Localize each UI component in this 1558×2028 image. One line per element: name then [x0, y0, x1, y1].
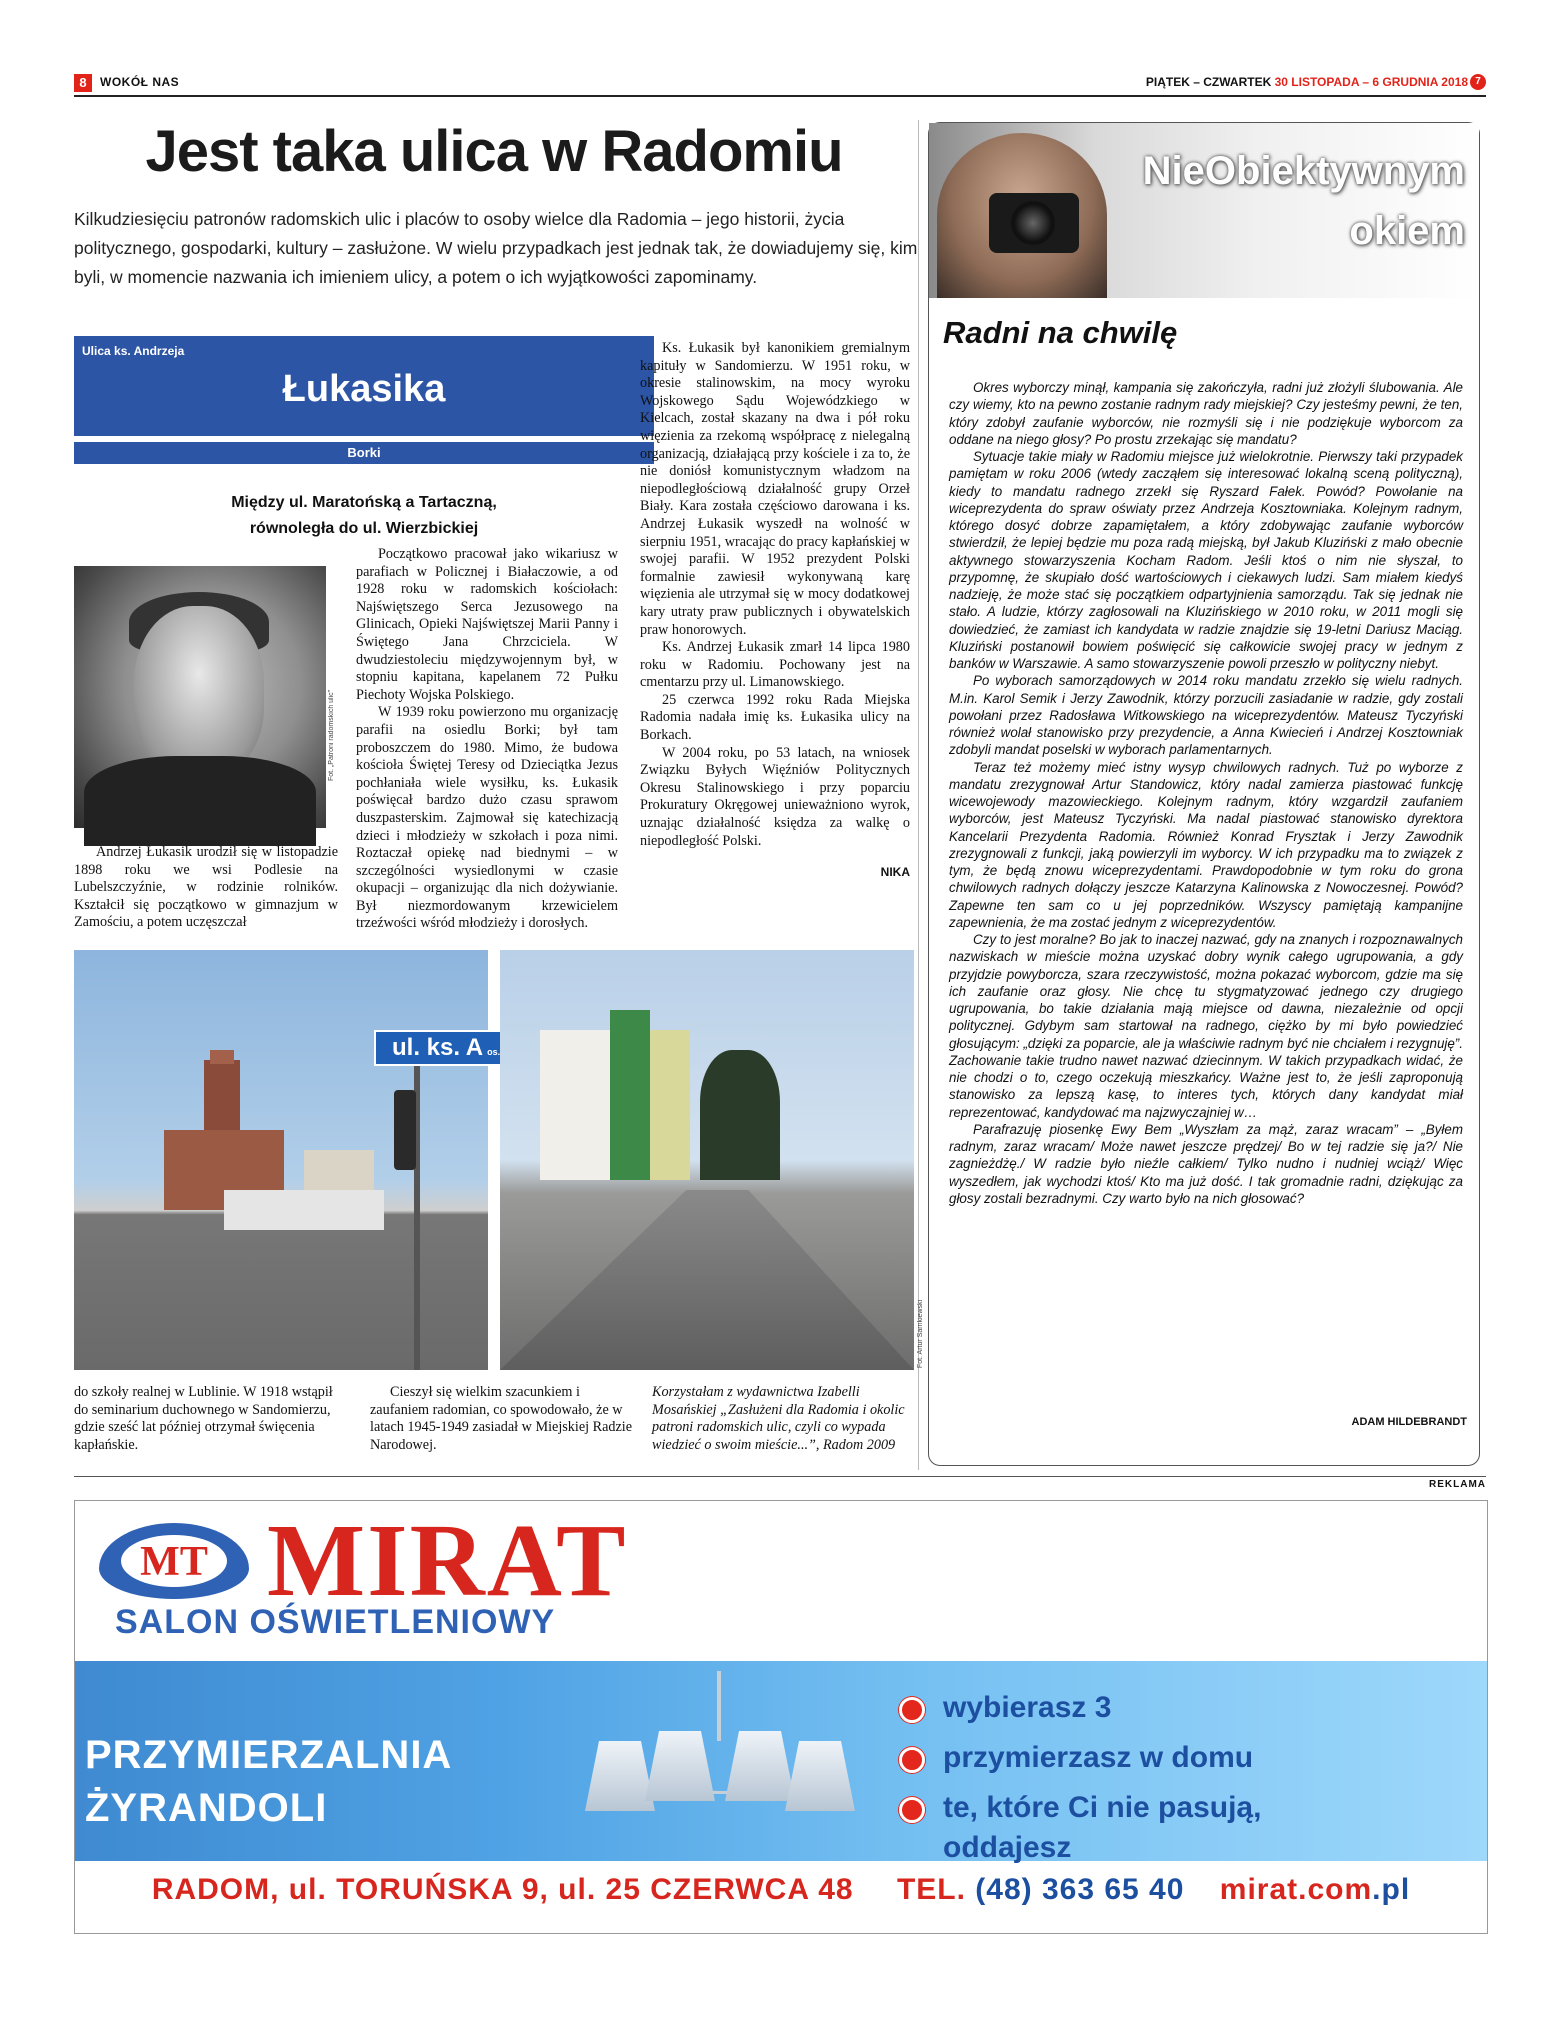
page-number: 8 [74, 74, 92, 92]
section-name: WOKÓŁ NAS [100, 75, 180, 89]
street-location-line1: Między ul. Maratońską a Tartaczną, [231, 494, 497, 511]
ad-label: REKLAMA [1429, 1479, 1486, 1490]
street-sign-in-photo-text: ul. ks. A [392, 1034, 484, 1061]
column-divider [918, 120, 919, 1470]
ad-bullet-continued: oddajesz [943, 1831, 1072, 1864]
ad-address-ul: ul. [558, 1873, 606, 1906]
street-location [74, 490, 654, 542]
ad-address-street1: TORUŃSKA 9, [336, 1873, 559, 1906]
ad-bullet [943, 1741, 1253, 1775]
portrait-photo-credit: Fot. „Patroni radomskich ulic” [328, 690, 335, 782]
article-paragraph: 25 czerwca 1992 roku Rada Miejska Radomia nadała imię ks. Łukasika ulicy na Borkach. [640, 691, 910, 744]
ad-address-street2: 25 CZERWCA 48 [605, 1873, 854, 1906]
ad-address-city: RADOM, ul. [151, 1873, 337, 1906]
article-paragraph: Ks. Andrzej Łukasik zmarł 14 lipca 1980 roku w Radomiu. Pochowany jest na cmentarzu przy ul. Limanowskiego. [640, 639, 910, 691]
article-paragraph: W 2004 roku, po 53 latach, na wniosek Związku Byłych Więźniów Politycznych Okresu Stalinowskiego i przy poparciu Prokuratury Okręgowej unieważniono wyrok, uznając działalność księdza za walkę o niepodległość Polski. [640, 744, 910, 849]
ad-bullet [943, 1791, 1261, 1825]
ad-brand-subtitle: SALON OŚWIETLENIOWY [115, 1603, 556, 1641]
street-photo-credit: Fot. Artur Sarnkiewski [917, 1300, 924, 1369]
article-paragraph: Ks. Łukasik był kanonikiem gremialnym kapituły w Sandomierzu. W 1951 roku, w okresie stalinowskim, na mocy wyroku Wojskowego Sądu Wojewódzkiego w Kielcach, został skazany na dwa i pół roku więzienia za rzekomą współpracę z nielegalną organizacją, działającą przy kościele i za to, że nie doniósł komunistycznym władzom na niepodległościową działalność grupy Orzeł Biały. Kara została częściowo darowana i ks. Andrzej Łukasik wyszedł na wolność w sierpniu 1951, wracając do pracy kapłańskiej w swojej parafii. W 1952 prezydent Polski formalnie zawiesił wykonywaną karę więzienia ale utrzymał się w mocy dodatkowej kary utraty praw publicznych i obywatelskich praw honorowych. [640, 340, 910, 638]
column-body [949, 379, 1463, 1207]
chandelier-icon [585, 1671, 855, 1861]
ad-website: mirat.com [1219, 1873, 1373, 1906]
ad-bullet [943, 1691, 1111, 1725]
bullet-dot-icon [899, 1697, 925, 1723]
header-rule [74, 95, 1486, 97]
street-sign-prefix: Ulica ks. Andrzeja [82, 344, 185, 358]
ad-tel-label: TEL. [896, 1873, 976, 1906]
column-title-line1: NieObiektywnym [1142, 149, 1465, 193]
camera-icon [1011, 201, 1055, 245]
ad-headline-line1: PRZYMIERZALNIA [85, 1733, 453, 1777]
column-paragraph: Parafrazuję piosenkę Ewy Bem „Wyszłam za mąż, zaraz wracam” – „Byłem radnym, zaraz wracam/ Może nawet jeszcze prędzej/ Bo w tej radzie się ja?/ Nie zagnieżdżę./ W radzie było nieźle całkiem/ Tylko nudno i nudniej wciąż/ Więc wyszedłem, jak wychodzi ktoś/ Kto ma już dość. I tak gromadnie radni, dziękując za głosy zostali bezradnymi. Czy warto było na nich głosować? [949, 1121, 1463, 1206]
article-title: Jest taka ulica w Radomiu [145, 119, 843, 184]
ad-bullet-text: przymierzasz w domu [943, 1741, 1254, 1774]
opinion-column [928, 122, 1480, 1466]
ad-bullet-text: te, które Ci nie pasują, [943, 1791, 1262, 1824]
article-bottom-col2: Cieszył się wielkim szacunkiem i zaufaniem radomian, co spowodowało, że w latach 1945-1949 zasiadał w Miejskiej Radzie Narodowej. [370, 1384, 632, 1453]
article-col2 [356, 546, 618, 933]
bullet-dot-icon [899, 1747, 925, 1773]
article-col1-bottom [74, 844, 338, 932]
column-title-line2: okiem [1349, 209, 1465, 253]
ad-tel-prefix: (48) [975, 1873, 1042, 1906]
article-author: NIKA [880, 865, 910, 880]
street-photo-empty-road [500, 950, 914, 1370]
article-paragraph: W 1939 roku powierzono mu organizację parafii na osiedlu Borki; był tam proboszczem do 1980. Mimo, że budowa kościoła Świętej Teresy od Dzieciątka Jezus pochłaniała wiele wysiłku, ks. Łukasik poświęcał bardzo dużo czasu sprawom duszpasterskim. Zajmował się katechizacją dzieci i młodzieży w szkołach i poza nimi. Roztaczał opiekę nad biednymi – w szczególności wysiedlonymi w czasie okupacji – organizując dla nich dożywianie. Był niezmordowanym krzewicielem trzeźwości wśród młodzieży i dorosłych. [356, 704, 618, 932]
article-source-note: Korzystałam z wydawnictwa Izabelli Mosańskiej „Zasłużeni dla Radomia i okolic patroni radomskich ulic, czyli co wypada wiedzieć o swoim mieście...”, Radom 2009 [652, 1384, 905, 1453]
column-paragraph: Sytuacje takie miały w Radomiu miejsce już wielokrotnie. Pierwszy taki przypadek pamiętam w roku 2006 (wtedy zacząłem się interesować lokalną sceną polityczną), kiedy to mandatu radnego zrzekł się Ryszard Fałek. Powód? Powołanie na wiceprezydenta do spraw oświaty przez Andrzeja Kosztowniaka. Kolejnym radnym, którego dosyć dobrze zapamiętałem, a który zdobywając zaufanie wyborców stwierdził, że lepiej będzie mu poza radą miejską, był Jakub Kluziński z mało obecnie aktywnego stowarzyszenia Kocham Radom. Jeśli ktoś o nim nie słyszał, to przypomnę, że skupiało dość wartościowych i ciekawych ludzi. Sam miałem kiedyś nadzieję, że może stać się początkiem odpartyjnienia samorządu. Tak się jednak nie stało. A ludzie, którzy zagłosowali na Kluzińskiego w 2010 roku, w 2011 mogli się dowiedzieć, że zamiast ich kandydata w radzie znajdzie się 19-letni Dariusz Maciąg. Kluziński postanowił bowiem poświęcić się całkowicie swojej pracy w jednym z banków w Warszawie. A samo stowarzyszenie powoli przeszło w polityczny niebyt. [949, 449, 1463, 671]
street-photo-church [74, 950, 501, 1370]
column-paragraph: Po wyborach samorządowych w 2014 roku mandatu zrzekło się wielu radnych. M.in. Karol Semik i Jerzy Zawodnik, którzy porzucili zasiadanie w radzie, gdy zostali powołani przez Radosława Witkowskiego na wiceprezydentów. Mateusz Tyczyński również wolał stanowisko przy prezydencie, a Anna Kwiecień i Andrzej Kosztowniak zdobyli mandat poselski w wyborach parlamentarnych. [949, 673, 1463, 758]
mirat-logo-text: MT [121, 1535, 227, 1587]
article-bottom-col1: do szkoły realnej w Lublinie. W 1918 wstąpił do seminarium duchownego w Sandomierzu, gdzie sześć lat później otrzymał święcenia kapłańskie. [74, 1384, 333, 1453]
issue-date-prefix: PIĄTEK – CZWARTEK [1145, 75, 1275, 89]
issue-date [1146, 75, 1468, 89]
ad-contact-line [75, 1873, 1487, 1907]
column-author: ADAM HILDEBRANDT [1351, 1416, 1467, 1428]
opinion-column-header [929, 123, 1479, 298]
article-paragraph: Początkowo pracował jako wikariusz w parafiach w Policznej i Białaczowie, a od 1928 roku w radomskich kościołach: Najświętszego Serca Jezusowego na Glinicach, Opieki Najświętszej Marii Panny i Świętego Jana Chrzciciela. W dwudziestoleciu międzywojennym był, w stopniu kapitana, kapelanem 72 Pułku Piechoty Wojska Polskiego. [356, 546, 618, 703]
bullet-dot-icon [899, 1797, 925, 1823]
article-paragraph: Andrzej Łukasik urodził się w listopadzie 1898 roku we wsi Podlesie na Lubelszczyźnie, w rodzinie rolników. Kształcił się początkowo w gimnazjum w Zamościu, a potem uczęszczał [74, 844, 338, 931]
ad-headline-line2: ŻYRANDOLI [85, 1786, 328, 1830]
street-sign-graphic [74, 334, 654, 468]
street-location-line2: równoległa do ul. Wierzbickiej [249, 520, 479, 537]
street-sign-district: Borki [74, 442, 654, 464]
column-headline: Radni na chwilę [943, 315, 1178, 350]
column-paragraph: Teraz też możemy mieć istny wysyp chwilowych radnych. Tuż po wyborze z mandatu zrezygnował Artur Standowicz, który nadal zamierza piastować funkcję wicewojewody mazowieckiego. Kolejnym radnym, który wzgardził zaufaniem wyborców, jest Mateusz Tyczyński. Ma nadal piastować stanowisko dyrektora Kancelarii Prezydenta Radomia. Również Konrad Frysztak i Jerzy Zawodnik zrezygnowali z funkcji, jaką powierzyli im wyborcy. W ich przypadku ma to związek z tym, że będą znowu wiceprezydentami. Prawdopodobnie w tym roku do grona chwilowych radnych dołączy jeszcze Katarzyna Kalinowska z Nowoczesnej. Powód? Zapewne ten sam co u jej poprzedników. Wszyscy pamiętają kampanijne zapewnienia, że ma zostać jednym z wiceprezydentów. [949, 759, 1463, 930]
ad-brand-name: MIRAT [267, 1503, 628, 1618]
article-col3 [640, 340, 910, 882]
column-paragraph: Czy to jest moralne? Bo jak to inaczej nazwać, gdy na znanych i rozpoznawalnych nazwiskach w mieście można uzyskać dobry wynik całego ugrupowania, a gdy przyjdzie powyborcza, szara rzeczywistość, można pokazać wyborcom, gdzie ma się ich zaufanie oraz głosy. Nie chcę tu stygmatyzować jednego czy drugiego ugrupowania, bo takie działania mają miejsce od dawna, niezależnie od opcji politycznej. Gdybym sam startował na radnego, ciężko by mi było powiedzieć głosującym: „dzięki za poparcie, ale ja właściwie radnym być nie chciałem i rezygnuję”. Zachowanie takie trudno nawet nazwać dziecinnym. W takich przypadkach widać, że nie chodzi o to, czego oczekują mieszkańcy. Ważne jest to, że jeśli zaproponują stanowisko za lepszą kasę, to interes tych, których dany kandydat miał reprezentować, kandydować ma najzwyczajniej w… [949, 932, 1463, 1120]
ad-tel-number: 363 65 40 [1041, 1873, 1185, 1906]
article-lead: Kilkudziesięciu patronów radomskich ulic i placów to osoby wielce dla Radomia – jego historii, życia politycznego, gospodarki, kultury – zasłużone. W wielu przypadkach jest jednak tak, że dowiadujemy się, kim byli, w momencie nazwania ich imieniem ulicy, a potem o ich wyjątkowości zapominamy. [74, 209, 918, 287]
ad-rule [74, 1476, 1486, 1477]
column-paragraph: Okres wyborczy minął, kampania się zakończyła, radni już złożyli ślubowania. Ale czy wiemy, kto na pewno zostanie radnym rady miejskiej? Czy jesteśmy pewni, że ten, który zdobył zaufanie wyborców, nie rozmyśli się i nie podziękuje wyborcom za oddane na niego głosy? Po prostu zrzekając się mandatu? [949, 380, 1463, 447]
portrait-photo [74, 566, 326, 828]
issue-date-range: 30 LISTOPADA – 6 GRUDNIA 2018 [1274, 75, 1468, 89]
street-sign-name: Łukasika [282, 368, 446, 410]
ad-website-tld: .pl [1372, 1873, 1411, 1906]
street-sign-in-photo [374, 1030, 514, 1066]
mirat-logo-icon [99, 1523, 249, 1599]
newspaper-logo-icon: 7 [1470, 74, 1486, 90]
street-sign-in-photo-small: os. [487, 1047, 501, 1057]
ad-bullet-text: wybierasz 3 [943, 1691, 1112, 1724]
mirat-advertisement [74, 1500, 1488, 1934]
